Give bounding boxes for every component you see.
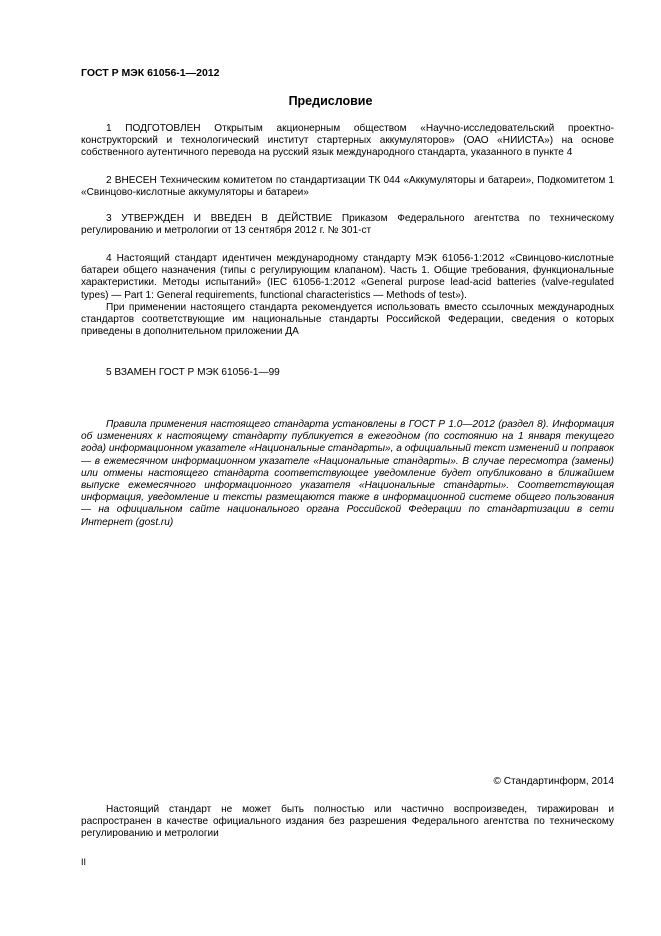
rules-notice [81, 419, 614, 529]
item-1-text: 1 ПОДГОТОВЛЕН Открытым акционерным обществом «Научно-исследовательский проектно-конструкторский и технологический институт стартерных аккумуляторов» (ОАО «НИИСТА») на основе собственного аутентичного перевода на русский язык международного стандарта, указанного в пункте 4 [81, 123, 614, 159]
item-4-text: 4 Настоящий стандарт идентичен международному стандарту МЭК 61056-1:2012 «Свинцово-кислотные батареи общего назначения (типы с регулирующим клапаном). Часть 1. Общие требования, функциональные характеристики. Методы испытаний» (IEC 61056-1:2012 «General purpose lead-acid batteries (valve-regulated types) — Part 1: General requirements, functional characteristics — Methods of test»). [81, 253, 614, 301]
item-4-extra: При применении настоящего стандарта рекомендуется использовать вместо ссылочных международных стандартов соответствующие им национальные стандарты Российской Федерации, сведения о которых приведены в дополнительном приложении ДА [81, 301, 614, 338]
copyright: © Стандартинформ, 2014 [493, 776, 614, 787]
item-4 [81, 253, 614, 338]
item-1 [81, 123, 614, 160]
reproduction-notice-text: Настоящий стандарт не может быть полностью или частично воспроизведен, тиражирован и распространен в качестве официального издания без разрешения Федерального агентства по техническому регулированию и метрологии [81, 804, 614, 840]
reproduction-notice [81, 804, 614, 841]
item-2 [81, 175, 614, 199]
document-code: ГОСТ Р МЭК 61056-1—2012 [81, 67, 220, 79]
item-3 [81, 213, 614, 237]
item-5 [81, 367, 614, 379]
page-number: II [81, 857, 87, 867]
page-title: Предисловие [288, 94, 373, 108]
item-3-text: 3 УТВЕРЖДЕН И ВВЕДЕН В ДЕЙСТВИЕ Приказом Федерального агентства по техническому регулированию и метрологии от 13 сентября 2012 г. № 301-ст [81, 213, 614, 237]
rules-notice-text: Правила применения настоящего стандарта установлены в ГОСТ Р 1.0—2012 (раздел 8). Информация об изменениях к настоящему стандарту публикуется в ежегодном (по состоянию на 1 января текущего года) информационном указателе «Национальные стандарты», а официальный текст изменений и поправок — в ежемесячном информационном указателе «Национальные стандарты». В случае пересмотра (замены) или отмены настоящего стандарта соответствующее уведомление будет опубликовано в ближайшем выпуске ежемесячного информационного указателя «Национальные стандарты». Соответствующая информация, уведомление и тексты размещаются также в информационной системе общего пользования — на официальном сайте национального органа Российской Федерации по стандартизации в сети Интернет (gost.ru) [81, 419, 614, 528]
item-5-text: 5 ВЗАМЕН ГОСТ Р МЭК 61056-1—99 [106, 367, 280, 378]
item-2-text: 2 ВНЕСЕН Техническим комитетом по стандартизации ТК 044 «Аккумуляторы и батареи», Подкомитетом 1 «Свинцово-кислотные аккумуляторы и батареи» [81, 175, 614, 199]
